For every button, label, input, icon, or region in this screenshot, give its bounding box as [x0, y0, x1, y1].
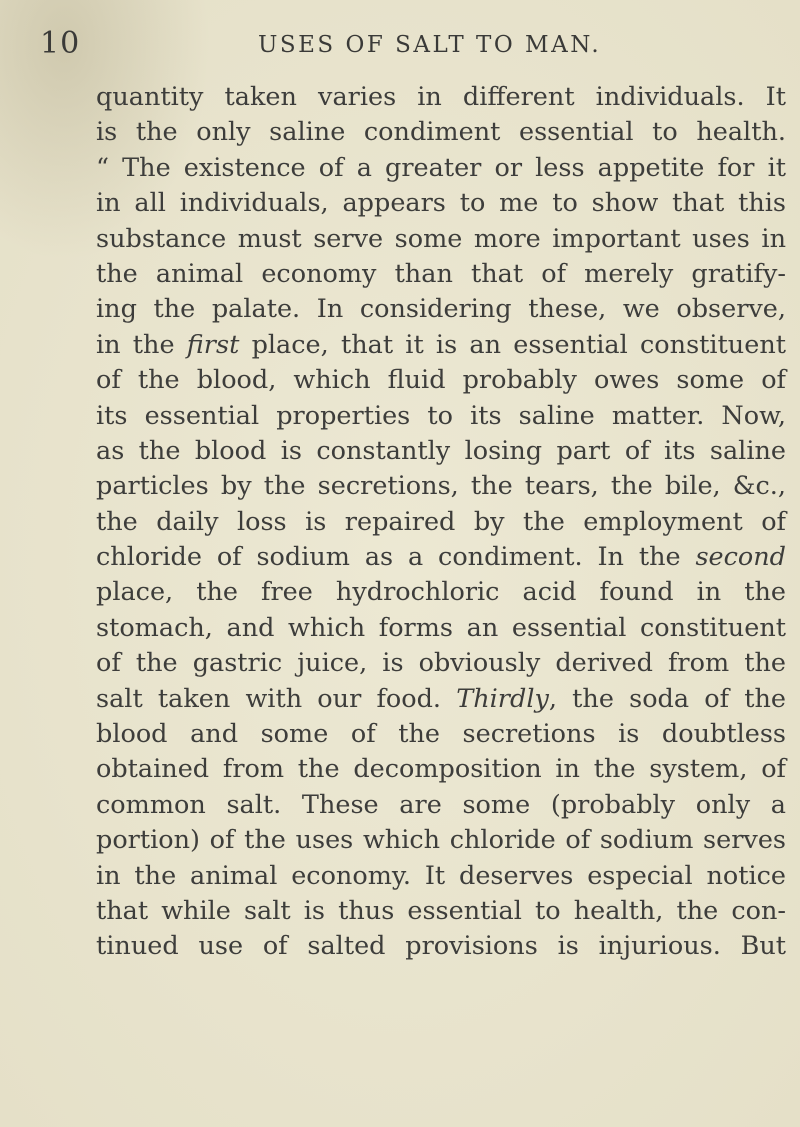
text-line: obtained from the decomposition in the system, of [96, 754, 786, 785]
running-head [0, 26, 800, 66]
text-line: the animal economy than that of merely gratify- [96, 258, 786, 289]
text-line-italic-first: in the first place, that it is an essential constituent [96, 329, 786, 360]
text-line: common salt. These are some (probably only a [96, 789, 786, 820]
text-line-italic-thirdly: salt taken with our food. Thirdly, the soda of the [96, 683, 787, 714]
italic-word: Thirdly [456, 683, 549, 714]
italic-word: second [695, 542, 786, 573]
text-line: substance must serve some more important uses in [96, 223, 786, 254]
italic-word: first [186, 329, 240, 360]
text-line: stomach, and which forms an essential constituent [96, 612, 786, 643]
text-line: quantity taken varies in different individuals. It [96, 82, 786, 112]
text-line: blood and some of the secretions is doubtless [96, 719, 786, 750]
text-line-italic-second: chloride of sodium as a condiment. In the second [96, 542, 786, 573]
text-line: “ The existence of a greater or less appetite for it [96, 152, 786, 183]
text-line: place, the free hydrochloric acid found in the [96, 577, 786, 608]
text-line: is the only saline condiment essential to health. [96, 117, 786, 148]
body-text [96, 80, 786, 965]
text-line: in all individuals, appears to me to show that this [96, 188, 786, 219]
text-line: portion) of the uses which chloride of sodium serves [96, 825, 786, 856]
text-line: tinued use of salted provisions is injurious. But [96, 931, 786, 962]
text-line: of the blood, which fluid probably owes some of [96, 365, 786, 396]
text-line: of the gastric juice, is obviously derived from the [96, 648, 786, 679]
page-number: 10 [40, 26, 81, 61]
text-line: that while salt is thus essential to health, the con- [96, 895, 786, 926]
text-line: as the blood is constantly losing part of its saline [96, 435, 786, 466]
text-line: its essential properties to its saline matter. Now, [96, 400, 786, 431]
running-title: USES OF SALT TO MAN. [258, 32, 602, 58]
text-line: in the animal economy. It deserves especial notice [96, 860, 786, 891]
text-line: particles by the secretions, the tears, the bile, &c., [96, 471, 786, 502]
text-line: the daily loss is repaired by the employment of [96, 506, 786, 537]
text-line: ing the palate. In considering these, we observe, [96, 294, 786, 325]
